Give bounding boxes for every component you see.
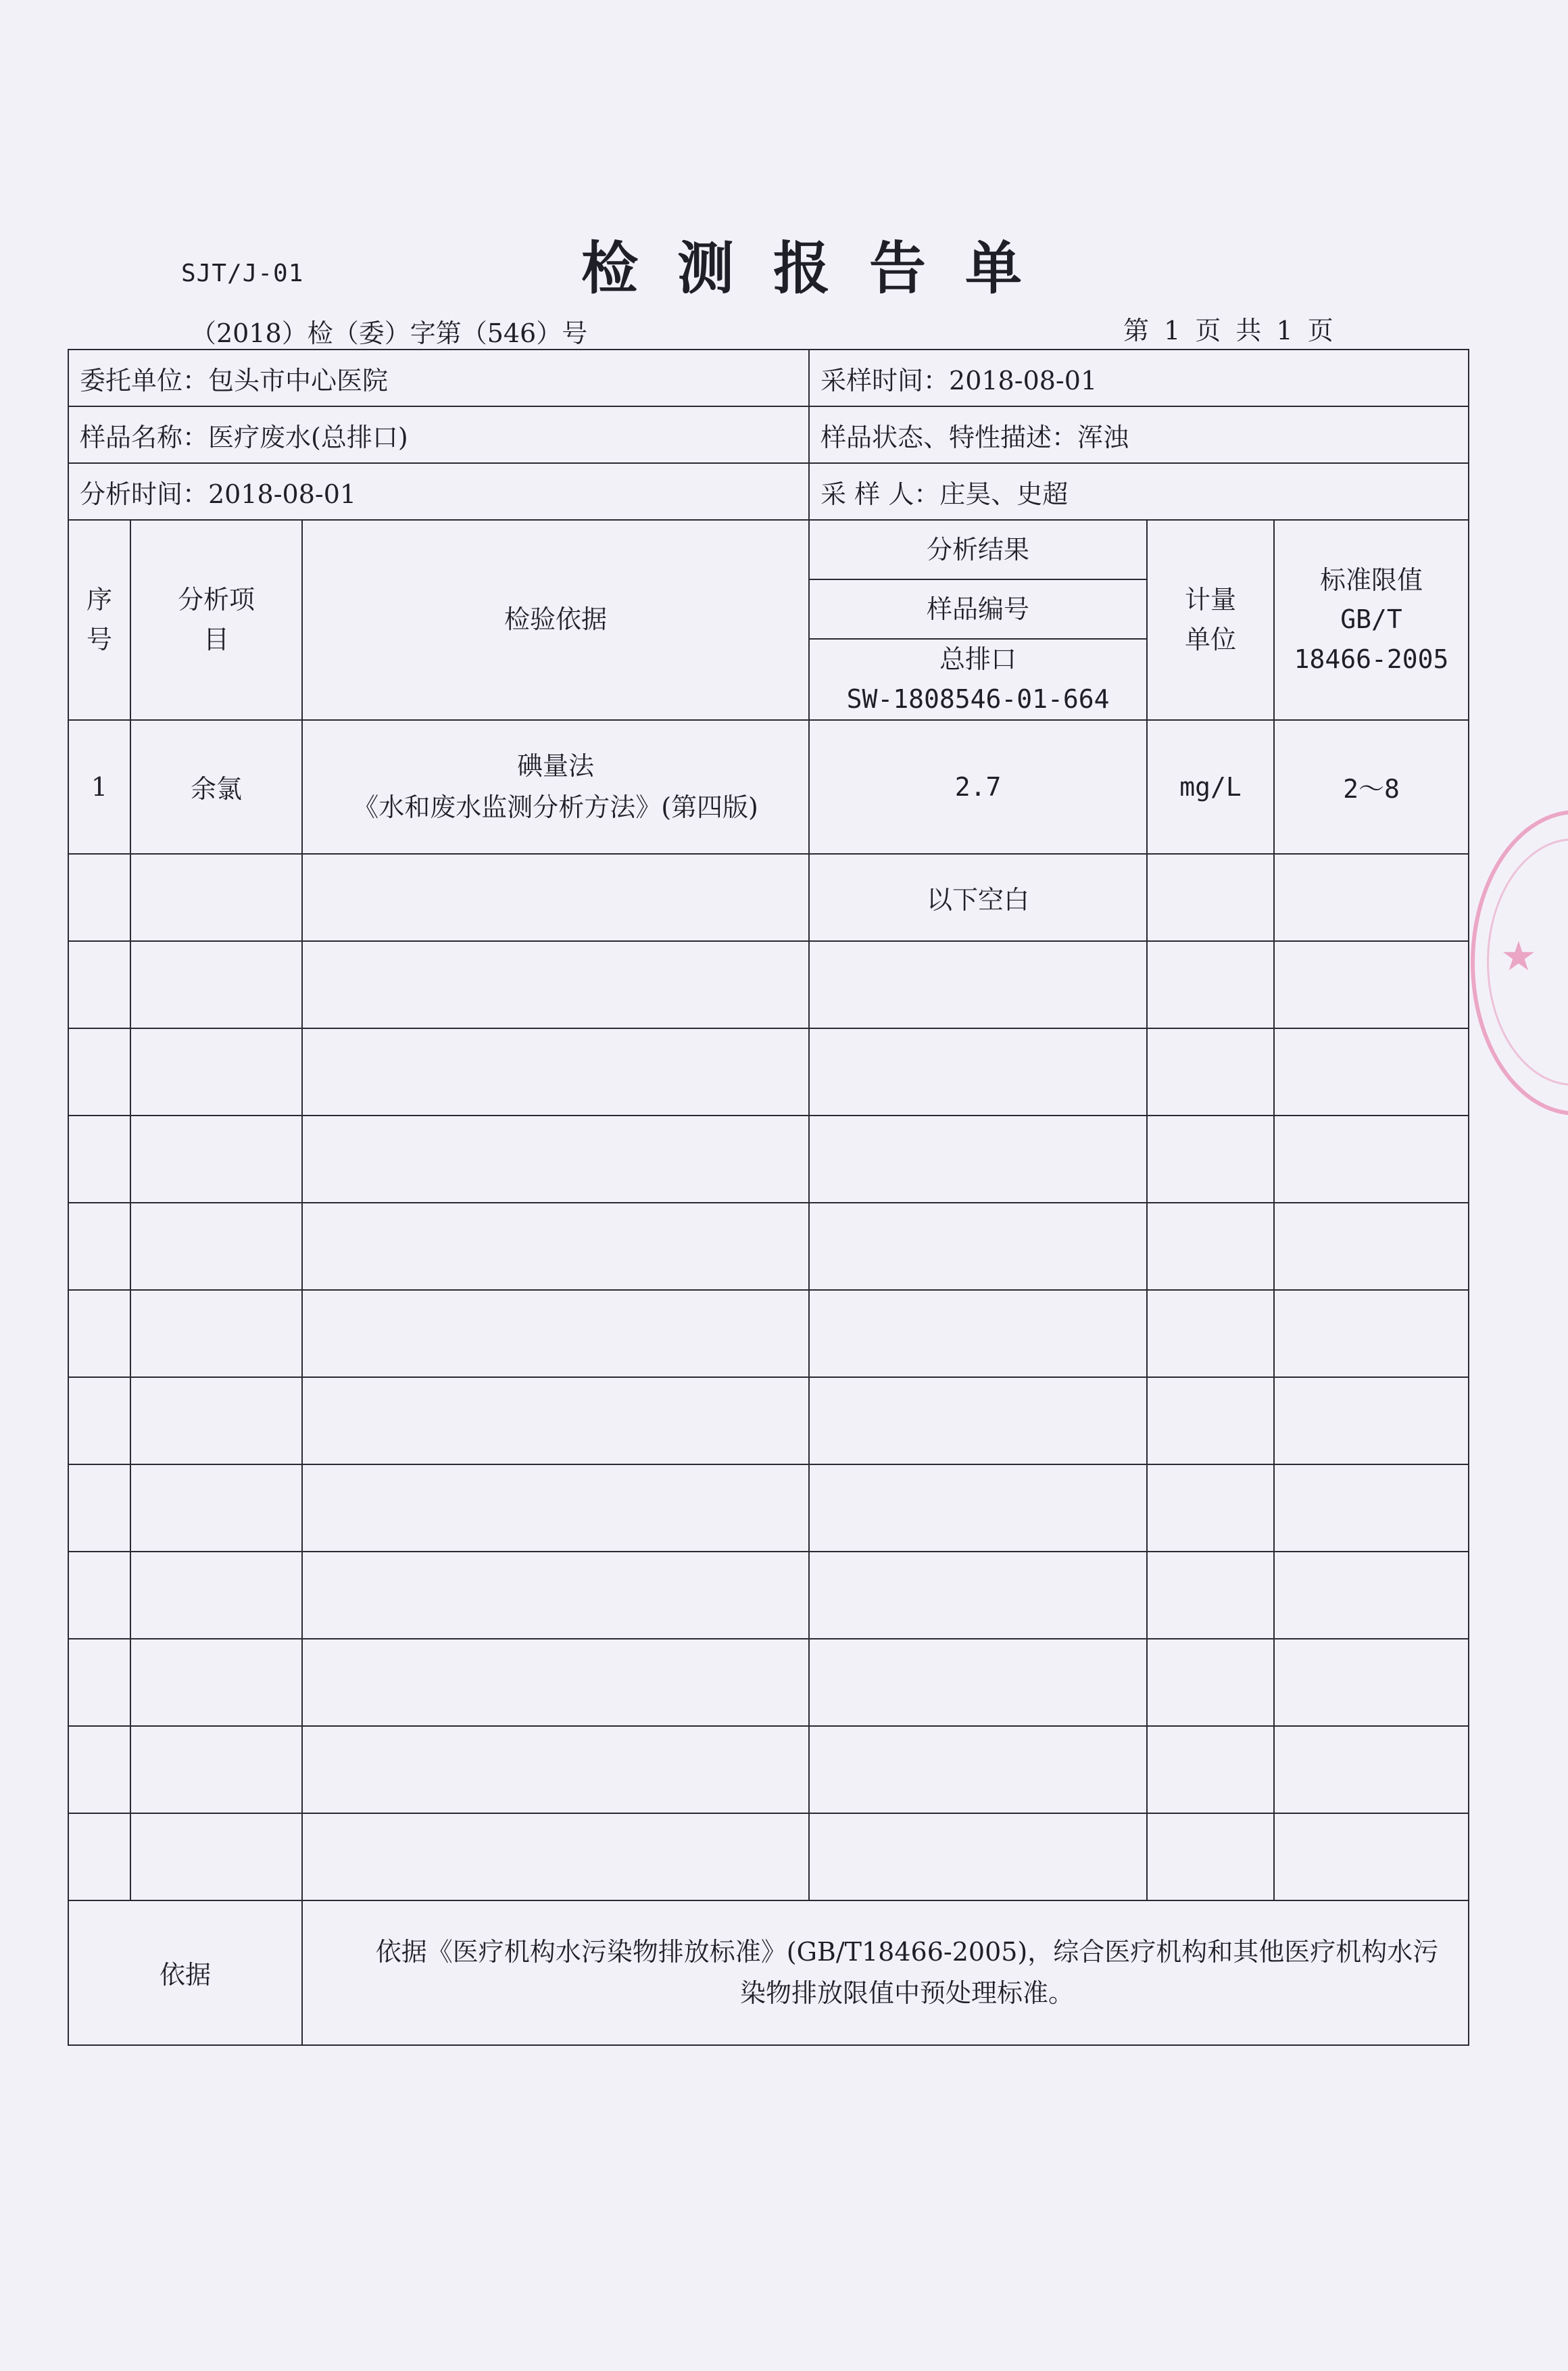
analysis-time-field: 分析时间：2018-08-01 xyxy=(68,463,809,520)
empty-cell xyxy=(302,1377,809,1464)
sample-location: 总排口 xyxy=(939,644,1017,674)
cell-seq: 1 xyxy=(68,720,130,854)
table-row xyxy=(68,1028,1469,1116)
empty-cell xyxy=(130,1726,302,1813)
table-row xyxy=(68,1813,1469,1900)
info-row xyxy=(68,406,1469,463)
info-row xyxy=(68,350,1469,406)
report-number: （2018）检（委）字第（546）号 xyxy=(191,318,588,348)
empty-cell xyxy=(1147,1552,1274,1639)
sample-name-field: 样品名称：医疗废水(总排口) xyxy=(68,406,809,463)
empty-cell xyxy=(809,1813,1147,1900)
cell-result: 2.7 xyxy=(809,720,1147,854)
empty-cell xyxy=(1147,1726,1274,1813)
sampling-time-field: 采样时间：2018-08-01 xyxy=(809,350,1469,406)
empty-cell xyxy=(809,1552,1147,1639)
empty-cell xyxy=(1274,1726,1469,1813)
empty-cell xyxy=(302,1464,809,1552)
empty-cell xyxy=(130,1203,302,1290)
empty-cell xyxy=(809,1639,1147,1726)
table-row xyxy=(68,1290,1469,1377)
empty-cell xyxy=(130,1116,302,1203)
empty-cell xyxy=(809,1377,1147,1464)
empty-cell xyxy=(1274,1464,1469,1552)
empty-cell xyxy=(1274,1813,1469,1900)
empty-cell xyxy=(302,1290,809,1377)
col-result-header: 分析结果 xyxy=(809,520,1147,579)
cell-limit: 2～8 xyxy=(1274,720,1469,854)
col-unit-header: 计量单位 xyxy=(1147,520,1274,720)
table-row xyxy=(68,720,1469,854)
empty-cell xyxy=(1274,1028,1469,1116)
sample-state-field: 样品状态、特性描述：浑浊 xyxy=(809,406,1469,463)
sampler-field: 采 样 人：庄昊、史超 xyxy=(809,463,1469,520)
cell-method xyxy=(302,720,809,854)
limit-standard-no: 18466-2005 xyxy=(1294,644,1449,675)
empty-cell xyxy=(130,1552,302,1639)
empty-cell xyxy=(302,1203,809,1290)
empty-cell xyxy=(302,1726,809,1813)
empty-cell xyxy=(130,1639,302,1726)
empty-cell xyxy=(1274,1290,1469,1377)
empty-cell xyxy=(1147,941,1274,1028)
empty-cell xyxy=(68,1464,130,1552)
limit-standard: GB/T xyxy=(1340,604,1402,635)
empty-cell xyxy=(302,1639,809,1726)
empty-cell xyxy=(1147,1464,1274,1552)
method-name: 碘量法 xyxy=(517,750,595,781)
empty-cell xyxy=(68,1552,130,1639)
form-code: SJT/J-01 xyxy=(181,260,304,287)
empty-cell xyxy=(1147,1290,1274,1377)
empty-cell xyxy=(68,1377,130,1464)
empty-cell xyxy=(130,854,302,941)
empty-cell xyxy=(68,1203,130,1290)
empty-cell xyxy=(68,1726,130,1813)
table-row xyxy=(68,941,1469,1028)
limit-title: 标准限值 xyxy=(1320,565,1423,595)
empty-cell xyxy=(302,1028,809,1116)
empty-cell xyxy=(130,1813,302,1900)
empty-cell xyxy=(1147,1639,1274,1726)
blank-note: 以下空白 xyxy=(809,854,1147,941)
empty-cell xyxy=(130,1028,302,1116)
table-row xyxy=(68,1639,1469,1726)
empty-cell xyxy=(68,1028,130,1116)
column-header-row xyxy=(68,520,1469,579)
empty-cell xyxy=(68,1290,130,1377)
col-item-header: 分析项目 xyxy=(130,520,302,720)
footer-row xyxy=(68,1900,1469,2045)
empty-cell xyxy=(809,941,1147,1028)
col-sample-no-header: 样品编号 xyxy=(809,579,1147,639)
empty-cell xyxy=(1274,1639,1469,1726)
empty-cell xyxy=(302,941,809,1028)
col-basis-header: 检验依据 xyxy=(302,520,809,720)
empty-cell xyxy=(809,1726,1147,1813)
empty-cell xyxy=(130,941,302,1028)
empty-cell xyxy=(1147,1377,1274,1464)
report-table xyxy=(68,349,1469,2046)
empty-cell xyxy=(809,1203,1147,1290)
empty-cell xyxy=(809,1464,1147,1552)
table-row xyxy=(68,1464,1469,1552)
empty-cell xyxy=(1147,1116,1274,1203)
page-info: 第 1 页 共 1 页 xyxy=(1123,316,1333,345)
empty-cell xyxy=(302,1116,809,1203)
empty-cell xyxy=(130,1290,302,1377)
table-row xyxy=(68,1726,1469,1813)
empty-cell xyxy=(1274,1116,1469,1203)
empty-cell xyxy=(1147,1813,1274,1900)
table-row xyxy=(68,1203,1469,1290)
empty-cell xyxy=(809,1290,1147,1377)
empty-cell xyxy=(809,1028,1147,1116)
empty-cell xyxy=(1274,941,1469,1028)
empty-cell xyxy=(68,941,130,1028)
empty-cell xyxy=(302,1552,809,1639)
empty-cell xyxy=(1274,1203,1469,1290)
empty-cell xyxy=(130,1377,302,1464)
empty-cell xyxy=(302,854,809,941)
table-row xyxy=(68,854,1469,941)
empty-cell xyxy=(1147,1203,1274,1290)
empty-cell xyxy=(1274,1377,1469,1464)
footer-label: 依据 xyxy=(68,1900,302,2045)
info-row xyxy=(68,463,1469,520)
table-row xyxy=(68,1377,1469,1464)
cell-item: 余氯 xyxy=(130,720,302,854)
empty-cell xyxy=(302,1813,809,1900)
empty-cell xyxy=(1274,854,1469,941)
footer-text: 依据《医疗机构水污染物排放标准》(GB/T18466-2005)，综合医疗机构和其他医疗机构水污染物排放限值中预处理标准。 xyxy=(302,1900,1469,2045)
col-limit-header xyxy=(1274,520,1469,720)
col-seq-header: 序号 xyxy=(68,520,130,720)
sample-code: SW-1808546-01-664 xyxy=(846,684,1110,714)
cell-unit: mg/L xyxy=(1147,720,1274,854)
table-row xyxy=(68,1116,1469,1203)
empty-cell xyxy=(809,1116,1147,1203)
empty-cell xyxy=(68,1116,130,1203)
table-row xyxy=(68,1552,1469,1639)
empty-cell xyxy=(68,854,130,941)
empty-cell xyxy=(1147,854,1274,941)
empty-cell xyxy=(1147,1028,1274,1116)
client-field: 委托单位：包头市中心医院 xyxy=(68,350,809,406)
empty-cell xyxy=(130,1464,302,1552)
empty-cell xyxy=(68,1639,130,1726)
method-source: 《水和废水监测分析方法》(第四版) xyxy=(353,792,758,822)
empty-cell xyxy=(68,1813,130,1900)
report-title: 检测报告单 xyxy=(581,235,1062,302)
empty-cell xyxy=(1274,1552,1469,1639)
seal-star-icon: ★ xyxy=(1500,933,1537,980)
col-sample-id xyxy=(809,639,1147,720)
